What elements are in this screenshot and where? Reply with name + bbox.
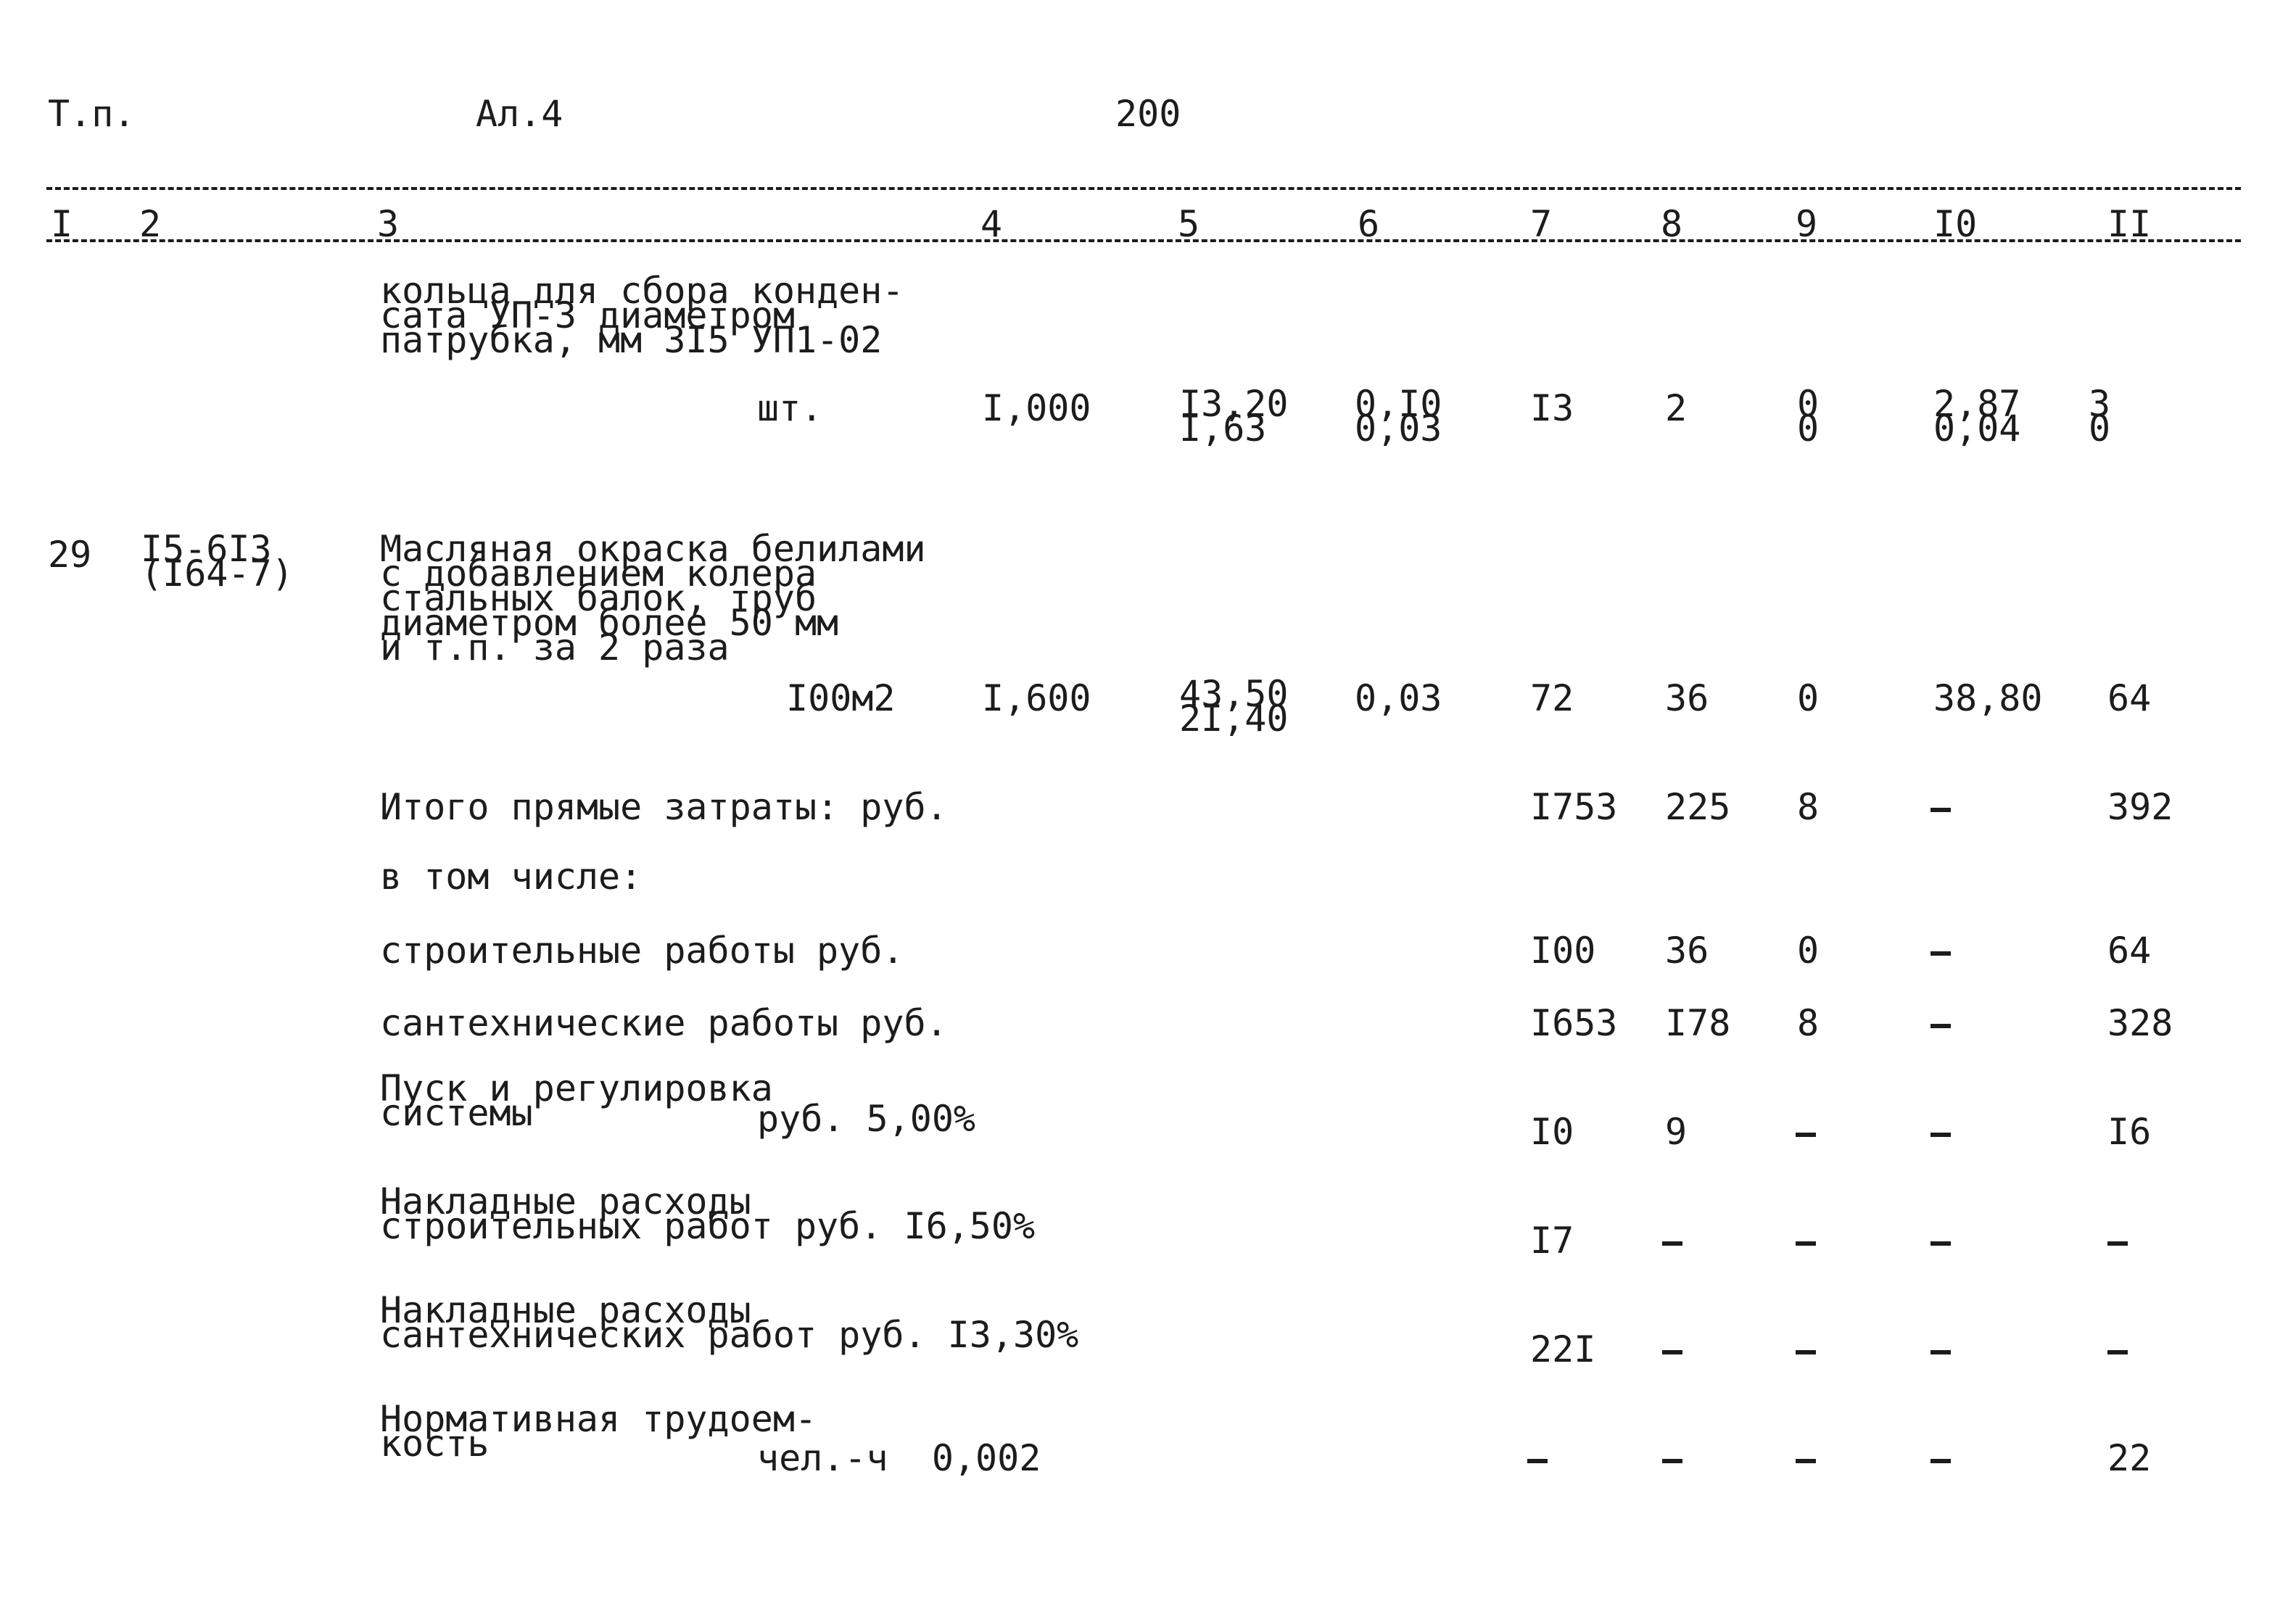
summary-col7: I753 bbox=[1530, 786, 1618, 828]
row-col5: I3,20 I,63 bbox=[1179, 383, 1289, 450]
sheet-label: Ал.4 bbox=[476, 93, 563, 135]
summary-col8 bbox=[1662, 1350, 1682, 1354]
column-header: 6 bbox=[1358, 203, 1380, 245]
summary-label: Пуск и регулировка системы bbox=[380, 1067, 773, 1134]
summary-label: Накладные расходы сантехнических работ руб. I3,30% bbox=[380, 1289, 1079, 1356]
summary-col8: 225 bbox=[1665, 786, 1731, 828]
column-header: 3 bbox=[377, 203, 400, 245]
column-header: 5 bbox=[1178, 203, 1200, 245]
row-quantity: I,000 bbox=[982, 387, 1091, 429]
summary-rate: руб. 5,00% bbox=[757, 1098, 976, 1140]
summary-col7 bbox=[1527, 1459, 1548, 1463]
column-header: 8 bbox=[1661, 203, 1683, 245]
page-header-left: Т.п. bbox=[48, 93, 136, 135]
summary-subheading: в том числе: bbox=[380, 856, 643, 898]
summary-col11: 392 bbox=[2107, 786, 2173, 828]
row-col9: 0 bbox=[1797, 677, 1820, 719]
row-col8: 2 bbox=[1665, 387, 1688, 429]
row-col8: 36 bbox=[1665, 677, 1709, 719]
row-col11: 64 bbox=[2107, 677, 2152, 719]
table-header-rule bbox=[46, 239, 2241, 242]
row-col6: 0,I0 0,03 bbox=[1355, 383, 1442, 450]
row-unit: I00м2 bbox=[786, 677, 896, 719]
column-header: 7 bbox=[1530, 203, 1553, 245]
summary-col11 bbox=[2107, 1241, 2128, 1246]
summary-col11: 64 bbox=[2107, 930, 2152, 972]
summary-label: Накладные расходы строительных работ руб. I6,50% bbox=[380, 1180, 1036, 1247]
summary-col9 bbox=[1796, 1459, 1816, 1463]
column-header: 4 bbox=[980, 203, 1003, 245]
summary-col8: 36 bbox=[1665, 930, 1709, 972]
row-col10: 2,87 0,04 bbox=[1933, 383, 2021, 450]
summary-col7: I0 bbox=[1530, 1111, 1574, 1153]
row-col9: 0 0 bbox=[1797, 383, 1820, 450]
summary-label: сантехнические работы руб. bbox=[380, 1002, 948, 1044]
row-quantity: I,600 bbox=[982, 677, 1091, 719]
column-header: I bbox=[51, 203, 73, 245]
summary-col10 bbox=[1930, 951, 1951, 956]
row-col5: 43,50 2I,40 bbox=[1179, 673, 1289, 740]
summary-col8: I78 bbox=[1665, 1002, 1731, 1044]
row-col7: 72 bbox=[1530, 677, 1574, 719]
summary-col9 bbox=[1796, 1133, 1816, 1137]
summary-label: Нормативная трудоем- кость bbox=[380, 1398, 817, 1465]
column-header: I0 bbox=[1933, 203, 1978, 245]
row-number: 29 bbox=[48, 534, 92, 576]
summary-rate: чел.-ч 0,002 bbox=[757, 1437, 1041, 1479]
row-col10: 38,80 bbox=[1933, 677, 2043, 719]
column-header: 2 bbox=[139, 203, 162, 245]
row-description: Масляная окраска белилами с добавлением колера стальных балок, труб диаметром более 50 мм и т.п. за 2 раза bbox=[380, 528, 926, 669]
row-description: кольца для сбора конден- сата УП-3 диаметром патрубка, мм 3I5 УП1-02 bbox=[380, 270, 904, 361]
summary-label: Итого прямые затраты: руб. bbox=[380, 786, 948, 828]
summary-col10 bbox=[1930, 808, 1951, 812]
summary-col7: I7 bbox=[1530, 1220, 1574, 1262]
summary-col7: I00 bbox=[1530, 930, 1596, 972]
row-unit: шт. bbox=[757, 387, 823, 429]
summary-col10 bbox=[1930, 1133, 1951, 1137]
column-header: 9 bbox=[1796, 203, 1818, 245]
summary-col9: 0 bbox=[1797, 930, 1820, 972]
summary-col9: 8 bbox=[1797, 786, 1820, 828]
summary-col9: 8 bbox=[1797, 1002, 1820, 1044]
summary-col8 bbox=[1662, 1459, 1682, 1463]
row-code: I5-6I3 (I64-7) bbox=[141, 528, 294, 595]
summary-col11: 22 bbox=[2107, 1437, 2152, 1479]
column-header: II bbox=[2107, 203, 2152, 245]
summary-col9 bbox=[1796, 1350, 1816, 1354]
summary-col9 bbox=[1796, 1241, 1816, 1246]
summary-col11 bbox=[2107, 1350, 2128, 1354]
page-number: 200 bbox=[1115, 93, 1181, 135]
summary-col10 bbox=[1930, 1459, 1951, 1463]
summary-label: строительные работы руб. bbox=[380, 930, 904, 972]
summary-col7: 22I bbox=[1530, 1328, 1596, 1370]
summary-col8: 9 bbox=[1665, 1111, 1688, 1153]
summary-col11: I6 bbox=[2107, 1111, 2152, 1153]
row-col6: 0,03 bbox=[1355, 677, 1442, 719]
summary-col10 bbox=[1930, 1024, 1951, 1028]
row-col7: I3 bbox=[1530, 387, 1574, 429]
table-top-rule bbox=[46, 187, 2241, 190]
summary-col10 bbox=[1930, 1350, 1951, 1354]
summary-col8 bbox=[1662, 1241, 1682, 1246]
summary-col7: I653 bbox=[1530, 1002, 1618, 1044]
summary-col11: 328 bbox=[2107, 1002, 2173, 1044]
summary-col10 bbox=[1930, 1241, 1951, 1246]
row-col11: 3 0 bbox=[2089, 383, 2111, 450]
